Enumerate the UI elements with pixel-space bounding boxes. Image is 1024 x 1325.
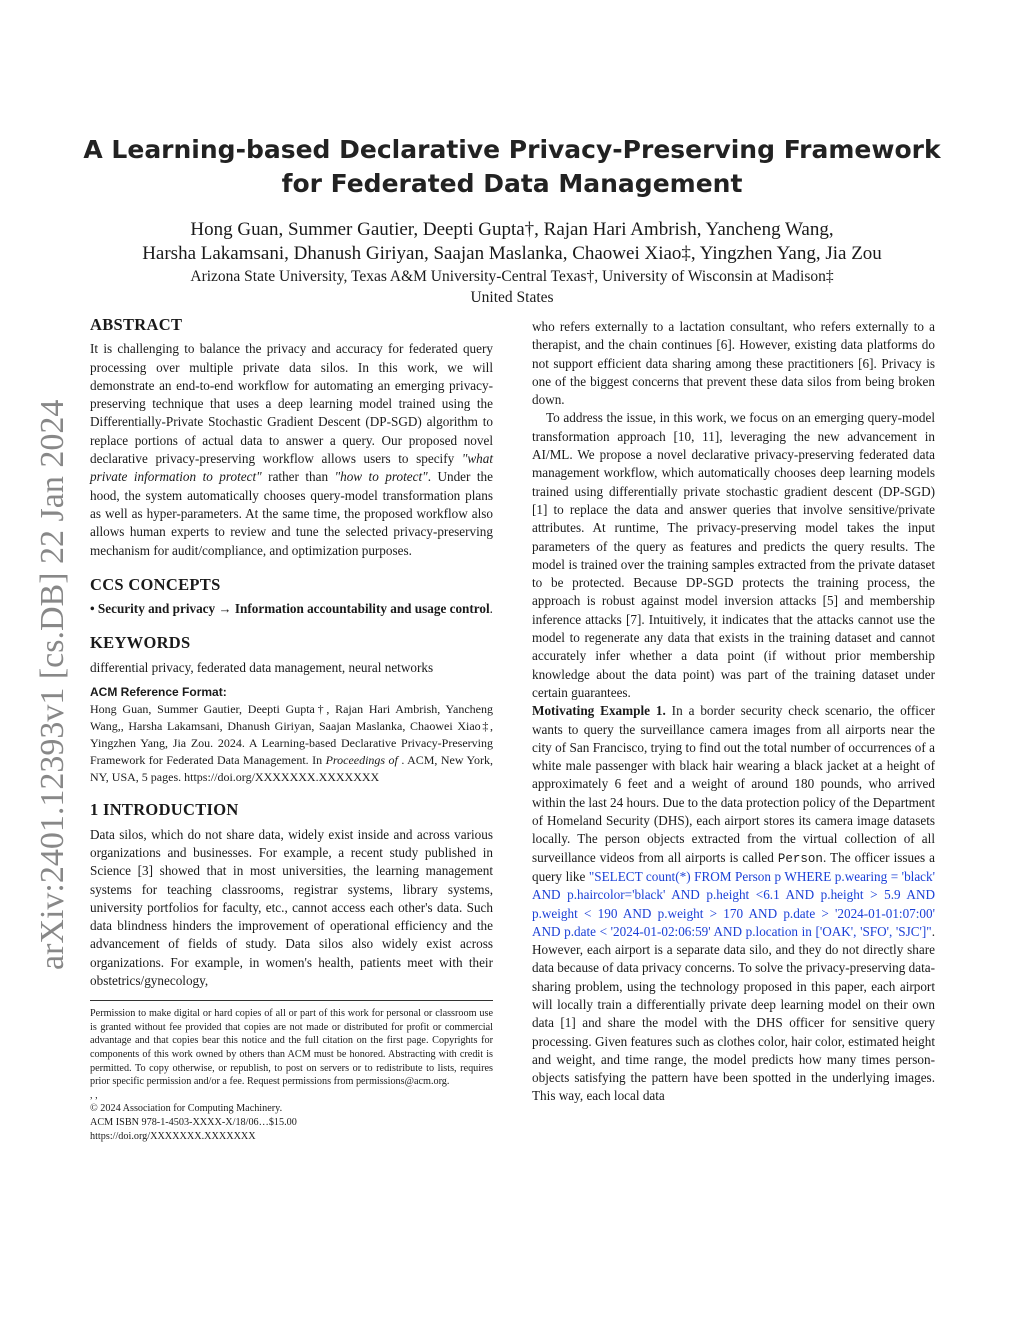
example-part-a: In a border security check scenario, the officer wants to query the surveillance camera images from all airports near the city of San Francisco, trying to find out the total number of occurrences of a white male passenger with black hair wearing a black jacket at a height of approximately 6 feet and a weight of around 180 pounds, who arrived within the last 24 hours. Due to the data protection policy of the Department of Homeland Security (DHS), each airport stores its camera image datasets locally. The person objects extracted from the virtual collection of all surveillance videos from all airports is called xyxy=(532,703,935,865)
country-line: United States xyxy=(470,289,554,306)
acm-reference-heading: ACM Reference Format: xyxy=(90,685,227,700)
acm-reference-text xyxy=(90,701,493,785)
ccs-heading: CCS CONCEPTS xyxy=(90,574,221,594)
acm-ref-part-b: . ACM, New York, NY, USA, 5 pages. https://doi.org/XXXXXXX.XXXXXXX xyxy=(90,752,493,784)
ccs-tail: . xyxy=(489,601,493,617)
example-part-b: . The officer issues a query like xyxy=(532,849,935,884)
left-column xyxy=(90,316,493,1143)
abstract-part-b: rather than xyxy=(261,469,335,485)
sql-query: "SELECT count(*) FROM Person p WHERE p.wearing = 'black' AND p.haircolor='black' AND p.height <6.1 AND p.height > 5.9 AND p.weight < 190 AND p.weight > 170 AND p.date > '2024-01-01:07:00' AND p.date < '2024-01-02:06:59' AND p.location in ['OAK', 'SFO', 'SJC']" xyxy=(532,868,935,939)
right-column xyxy=(532,318,935,1106)
introduction-text: Data silos, which do not share data, widely exist inside and across various organizations and businesses. For example, a recent study published in Science [3] showed that in most universities, the learning management systems for teaching classrooms, registrar systems, library systems, university portfolios for faculty, etc., cannot access each other's data. Such data blindness hinders the improvement of operational efficiency and the advancement of fields of study. Data silos also widely exist across organizations. For example, in women's health, patients meet with their obstetrics/gynecology, xyxy=(90,826,493,988)
doi-line: https://doi.org/XXXXXXX.XXXXXXX xyxy=(90,1130,256,1142)
introduction-heading: 1 INTRODUCTION xyxy=(90,800,239,820)
arxiv-identifier: arXiv:2401.12393v1 [cs.DB] 22 Jan 2024 xyxy=(34,399,71,970)
authors-line-2: Harsha Lakamsani, Dhanush Giriyan, Saajan Maslanka, Chaowei Xiao‡, Yingzhen Yang, Jia Zou xyxy=(142,243,882,264)
abstract-part-c: . Under the hood, the system automatically chooses query-model transformation plans as well as hyper-parameters. At the same time, the proposed workflow also allows human experts to review and tune the selected privacy-preserving mechanism for audit/compliance, and optimization purposes. xyxy=(90,469,493,558)
intro-paragraph-approach: To address the issue, in this work, we focus on an emerging query-model transformation approach [10, 11], leveraging the new advancement in AI/ML. We propose a novel declarative privacy-preserving federated data management workflow, which automatically chooses deep learning models trained using differentially private stochastic gradient descent (DP-SGD) [1] to replace the data and answer queries that involve sensitive/private attributes. At runtime, The privacy-preserving model takes the input parameters of the query as features and predicts the query results. The model is trained over the training samples extracted from the private dataset to be protected. Because DP-SGD protects the training process, the approach is robust against model inversion attacks [5] and membership inference attacks [7]. Intuitively, it indicates that the attacks cannot use the model to regenerate any data that exists in the training dataset and cannot accurately infer whether a data point (if without prior membership knowledge about the data point) was part of the training dataset under certain guarantees. xyxy=(532,410,935,700)
person-code: Person xyxy=(777,851,823,866)
paper-title xyxy=(60,133,964,201)
footnote-commas: , , xyxy=(90,1089,98,1101)
intro-paragraph-continued: who refers externally to a lactation consultant, who refers externally to a therapist, and the chain continues [6]. However, existing data platforms do not support efficient data sharing among these practitioners [6]. Privacy is one of the biggest concerns that prevent these data silos from being broken down. xyxy=(532,319,935,408)
author-list xyxy=(60,218,964,266)
title-line-2: for Federated Data Management xyxy=(281,169,743,198)
abstract-emphasis-what: "what private information to protect" xyxy=(90,451,493,485)
permission-text: Permission to make digital or hard copies of all or part of this work for personal or classroom use is granted without fee provided that copies are not made or distributed for profit or commercial advantage and that copies bear this notice and the full citation on the first page. Copyrights for components of this work owned by others than ACM must be honored. Abstracting with credit is permitted. To copy otherwise, or republish, to post on servers or to redistribute to lists, requires prior specific permission and/or a fee. Request permissions from permissions@acm.org. xyxy=(90,1008,493,1088)
abstract-part-a: It is challenging to balance the privacy and accuracy for federated query processing over multiple private data silos. In this work, we will demonstrate an end-to-end workflow for automating an emerging privacy-preserving technique that uses a deep learning model trained using the Differentially-Private Stochastic Gradient Descent (DP-SGD) algorithm to replace portions of actual data to answer a query. Our proposed novel declarative privacy-preserving workflow allows users to specify xyxy=(90,341,493,467)
ccs-concept: • Security and privacy → Information accountability and usage control xyxy=(90,601,490,617)
affiliations xyxy=(60,266,964,308)
example-part-c: . However, each airport is a separate data silo, and they do not directly share data because of data privacy concerns. To solve the privacy-preserving data-sharing problem, using the technology proposed in this paper, each airport will locally train a differentially private deep learning model on their own data [1] and share the model with the DHS officer for sensitive query processing. Given features such as clothes color, hair color, estimated height and weight, and time range, the model predicts how many times person-objects satisfying the pattern have been spotted in the underlying images. This way, each local data xyxy=(532,923,935,1104)
footnote-rule xyxy=(90,1000,493,1001)
arxiv-side-stamp xyxy=(14,350,71,970)
abstract-text xyxy=(90,340,493,560)
authors-line-1: Hong Guan, Summer Gautier, Deepti Gupta†, Rajan Hari Ambrish, Yancheng Wang, xyxy=(190,219,834,240)
keywords-heading: KEYWORDS xyxy=(90,633,191,653)
motivating-example-label: Motivating Example 1. xyxy=(532,703,666,719)
isbn-line: ACM ISBN 978-1-4503-XXXX-X/18/06…$15.00 xyxy=(90,1117,297,1129)
keywords-text: differential privacy, federated data management, neural networks xyxy=(90,659,434,675)
ccs-text xyxy=(90,600,493,618)
permission-footnote xyxy=(90,1007,493,1143)
acm-ref-part-a: Hong Guan, Summer Gautier, Deepti Gupta†, Rajan Hari Ambrish, Yancheng Wang,, Harsha Lakamsani, Dhanush Giriyan, Saajan Maslanka, Chaowei Xiao‡, Yingzhen Yang, Jia Zou. 2024. A Learning-based Declarative Privacy-Preserving Framework for Federated Data Management. In xyxy=(90,702,493,767)
copyright-line: © 2024 Association for Computing Machinery. xyxy=(90,1103,283,1115)
motivating-example xyxy=(532,702,935,1106)
title-line-1: A Learning-based Declarative Privacy-Preserving Framework xyxy=(83,135,941,164)
affiliation-line: Arizona State University, Texas A&M University-Central Texas†, University of Wisconsin at Madison‡ xyxy=(190,268,834,285)
abstract-emphasis-how: "how to protect" xyxy=(334,469,428,485)
abstract-heading: ABSTRACT xyxy=(90,315,183,334)
acm-ref-proceedings: Proceedings of xyxy=(325,752,398,767)
